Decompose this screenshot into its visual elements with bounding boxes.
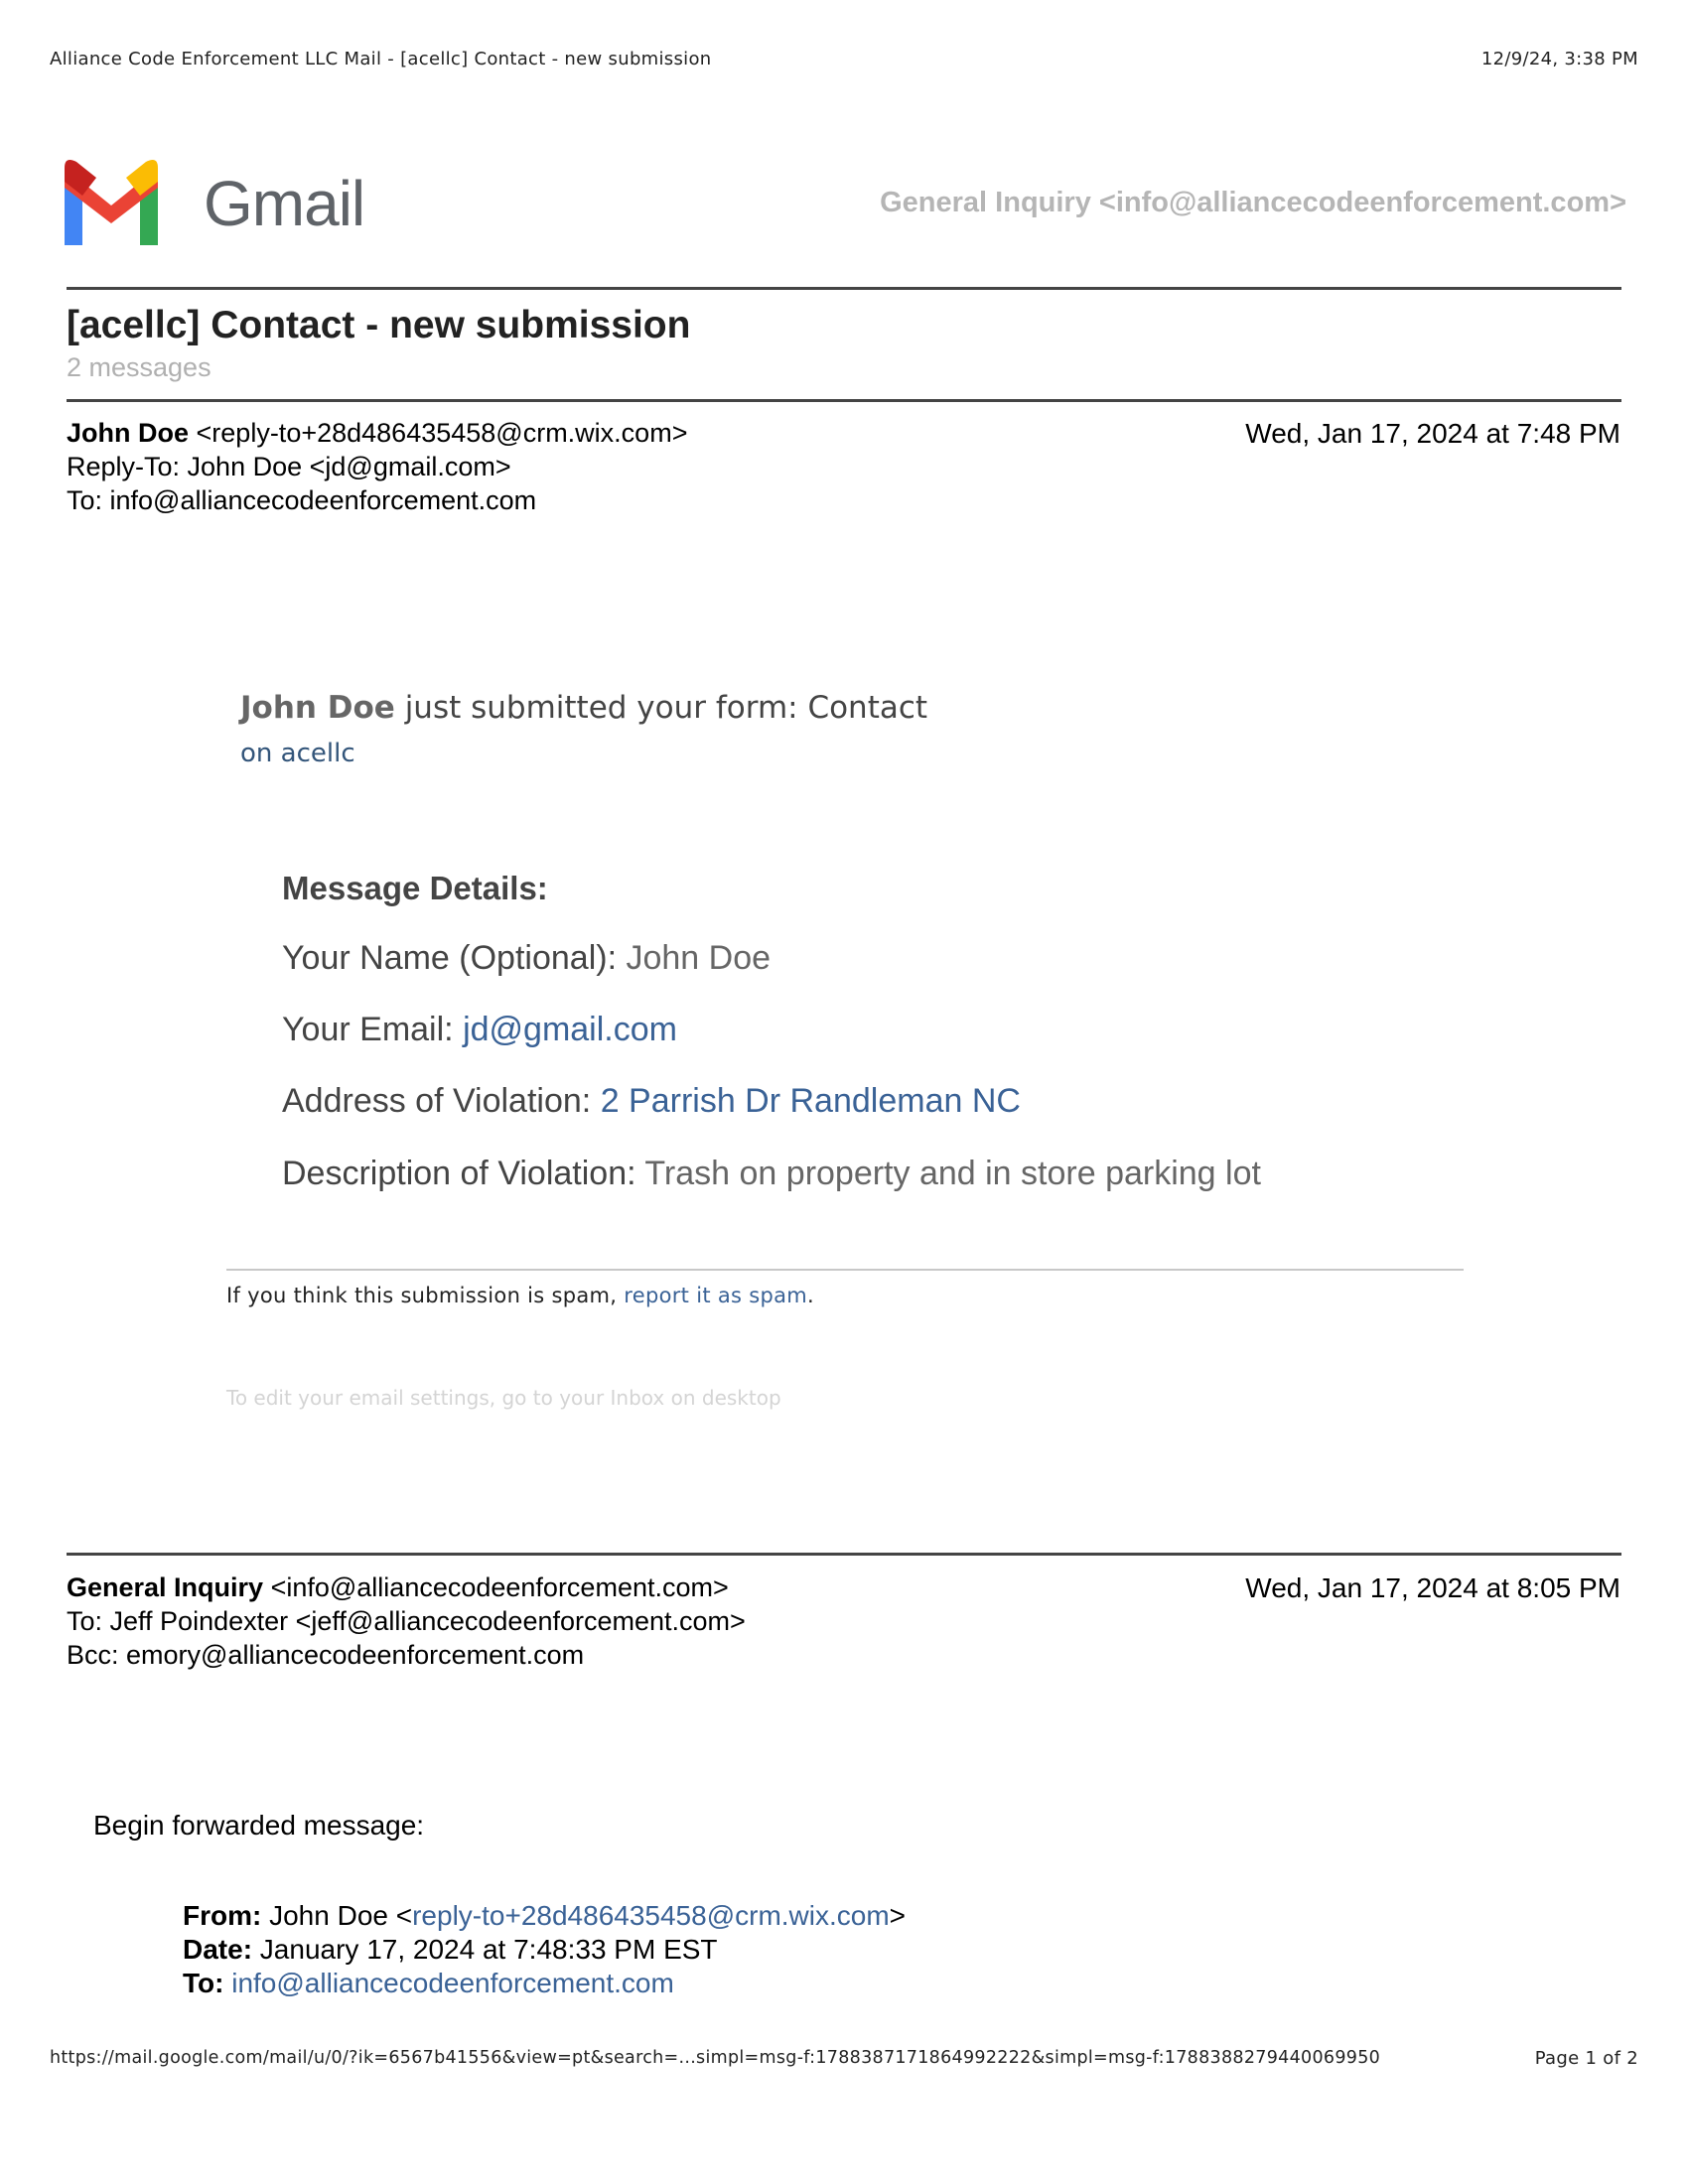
sender-name: General Inquiry: [67, 1572, 264, 1602]
to-email-link[interactable]: info@alliancecodeenforcement.com: [231, 1968, 674, 1998]
divider: [67, 1553, 1621, 1556]
detail-row-address: [282, 1082, 1021, 1121]
address-link[interactable]: 2 Parrish Dr Randleman NC: [600, 1082, 1021, 1120]
detail-label: Address of Violation:: [282, 1082, 592, 1120]
detail-row-name: [282, 939, 771, 978]
forwarded-from: [183, 1900, 906, 1932]
bcc-line: Bcc: emory@alliancecodeenforcement.com: [67, 1640, 585, 1670]
message-from: [67, 418, 687, 449]
divider: [67, 287, 1621, 290]
reply-to-line: Reply-To: John Doe <jd@gmail.com>: [67, 452, 511, 481]
sender-email: <info@alliancecodeenforcement.com>: [270, 1572, 729, 1602]
account-identity: General Inquiry <info@alliancecodeenforcement.com>: [880, 187, 1626, 218]
from-label: From:: [183, 1900, 262, 1931]
from-name: John Doe <: [269, 1900, 413, 1931]
submitter-name: John Doe: [240, 690, 395, 726]
report-spam-link[interactable]: report it as spam: [624, 1284, 808, 1307]
page-number: Page 1 of 2: [1534, 2048, 1638, 2069]
message-date: Wed, Jan 17, 2024 at 7:48 PM: [1245, 418, 1620, 449]
to-label: To:: [183, 1968, 224, 1998]
settings-note: To edit your email settings, go to your Inbox on desktop: [226, 1386, 781, 1410]
thread-subject: [acellc] Contact - new submission: [67, 304, 691, 346]
forwarded-to: [183, 1968, 674, 1999]
detail-value: Trash on property and in store parking lot: [644, 1155, 1261, 1192]
detail-row-description: [282, 1155, 1261, 1193]
intro-text: just submitted your form: Contact: [404, 690, 928, 726]
divider: [67, 399, 1621, 402]
email-link[interactable]: jd@gmail.com: [463, 1011, 677, 1048]
detail-label: Your Name (Optional):: [282, 939, 618, 977]
message-date: Wed, Jan 17, 2024 at 8:05 PM: [1245, 1572, 1620, 1603]
sender-email: <reply-to+28d486435458@crm.wix.com>: [196, 418, 688, 448]
detail-value: John Doe: [626, 939, 772, 977]
details-title: Message Details:: [282, 870, 548, 906]
print-title: Alliance Code Enforcement LLC Mail - [acellc] Contact - new submission: [50, 49, 712, 69]
detail-row-email: [282, 1011, 677, 1049]
sender-name: John Doe: [67, 418, 190, 448]
forwarded-date: [183, 1934, 718, 1966]
message-count: 2 messages: [67, 352, 211, 382]
spam-end: .: [807, 1284, 815, 1307]
spam-notice: [226, 1284, 814, 1307]
divider: [226, 1269, 1464, 1271]
print-timestamp: 12/9/24, 3:38 PM: [1480, 49, 1638, 69]
spam-text: If you think this submission is spam,: [226, 1284, 618, 1307]
date-value: January 17, 2024 at 7:48:33 PM EST: [259, 1934, 718, 1965]
gmail-wordmark: Gmail: [204, 168, 365, 239]
to-line: To: Jeff Poindexter <jeff@alliancecodeenforcement.com>: [67, 1606, 746, 1636]
detail-label: Your Email:: [282, 1011, 454, 1048]
detail-label: Description of Violation:: [282, 1155, 636, 1192]
from-end: >: [889, 1900, 907, 1931]
form-intro: [240, 690, 927, 726]
to-line: To: info@alliancecodeenforcement.com: [67, 485, 537, 515]
date-label: Date:: [183, 1934, 253, 1965]
gmail-m-logo-icon: [57, 158, 166, 249]
message-from: [67, 1572, 729, 1603]
forward-label: Begin forwarded message:: [93, 1810, 425, 1841]
from-email-link[interactable]: reply-to+28d486435458@crm.wix.com: [412, 1900, 890, 1931]
print-url: https://mail.google.com/mail/u/0/?ik=6567b41556&view=pt&search=...simpl=msg-f:1788387171864992222&simpl=msg-f:1788388279440069950: [50, 2048, 1381, 2068]
site-name: on acellc: [240, 739, 355, 768]
